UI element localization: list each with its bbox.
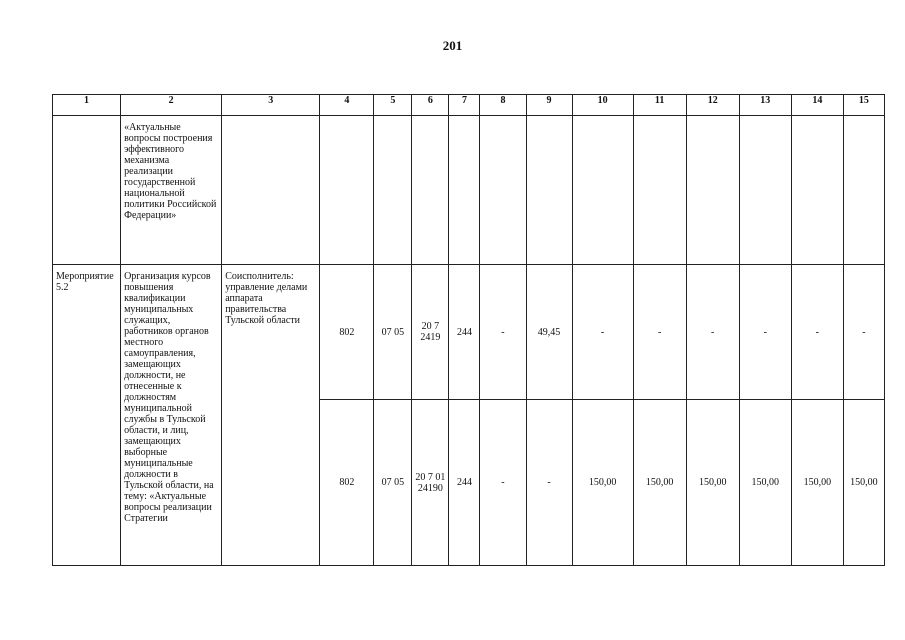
header-cell: 7: [449, 95, 480, 116]
cell-c15: 150,00: [843, 400, 884, 566]
cell-c11: -: [633, 265, 686, 400]
cell-c12: -: [686, 265, 739, 400]
cell-c5: 07 05: [374, 265, 412, 400]
cell-c9: -: [526, 400, 572, 566]
header-cell: 1: [53, 95, 121, 116]
cell-c10: -: [572, 265, 633, 400]
header-cell: 14: [791, 95, 843, 116]
header-cell: 8: [480, 95, 526, 116]
cell-c8: -: [480, 400, 526, 566]
cell-c6: 20 7 01 24190: [412, 400, 449, 566]
activity-name: Организация курсов повышения квалификации муниципальных служащих, работников органов местного самоуправления, замещающих должности, не отнесенные к должностям муниципальной службы в Тульской области, и лиц, замещающих выборные муниципальные должности в Тульской области, на тему: «Актуальные вопросы реализации Стратегии: [121, 265, 222, 566]
header-cell: 9: [526, 95, 572, 116]
activity-row-1: [53, 265, 885, 400]
cell-c10: 150,00: [572, 400, 633, 566]
header-cell: 11: [633, 95, 686, 116]
activity-code: Мероприятие 5.2: [53, 265, 121, 566]
cell-c13: -: [739, 265, 791, 400]
page-number: 201: [442, 38, 463, 53]
cell-c9: 49,45: [526, 265, 572, 400]
header-cell: 10: [572, 95, 633, 116]
header-cell: 6: [412, 95, 449, 116]
cell-c4: 802: [320, 400, 374, 566]
continuation-description: «Актуальные вопросы построения эффективного механизма реализации государственной национальной политики Российской Федерации»: [121, 116, 222, 265]
cell-c5: 07 05: [374, 400, 412, 566]
cell-c14: 150,00: [791, 400, 843, 566]
header-cell: 3: [222, 95, 320, 116]
cell-c14: -: [791, 265, 843, 400]
header-cell: 12: [686, 95, 739, 116]
header-cell: 13: [739, 95, 791, 116]
cell-c8: -: [480, 265, 526, 400]
cell-c11: 150,00: [633, 400, 686, 566]
cell-c15: -: [843, 265, 884, 400]
cell-c13: 150,00: [739, 400, 791, 566]
header-cell: 15: [843, 95, 884, 116]
activity-executor: Соисполнитель: управление делами аппарата правительства Тульской области: [222, 265, 320, 566]
cell-c6: 20 7 2419: [412, 265, 449, 400]
header-cell: 5: [374, 95, 412, 116]
header-row: [53, 95, 885, 116]
header-cell: 2: [121, 95, 222, 116]
header-cell: 4: [320, 95, 374, 116]
cell-c4: 802: [320, 265, 374, 400]
continuation-row: [53, 116, 885, 265]
cell-c7: 244: [449, 400, 480, 566]
cell-c7: 244: [449, 265, 480, 400]
cell-c12: 150,00: [686, 400, 739, 566]
budget-table: [52, 94, 885, 566]
